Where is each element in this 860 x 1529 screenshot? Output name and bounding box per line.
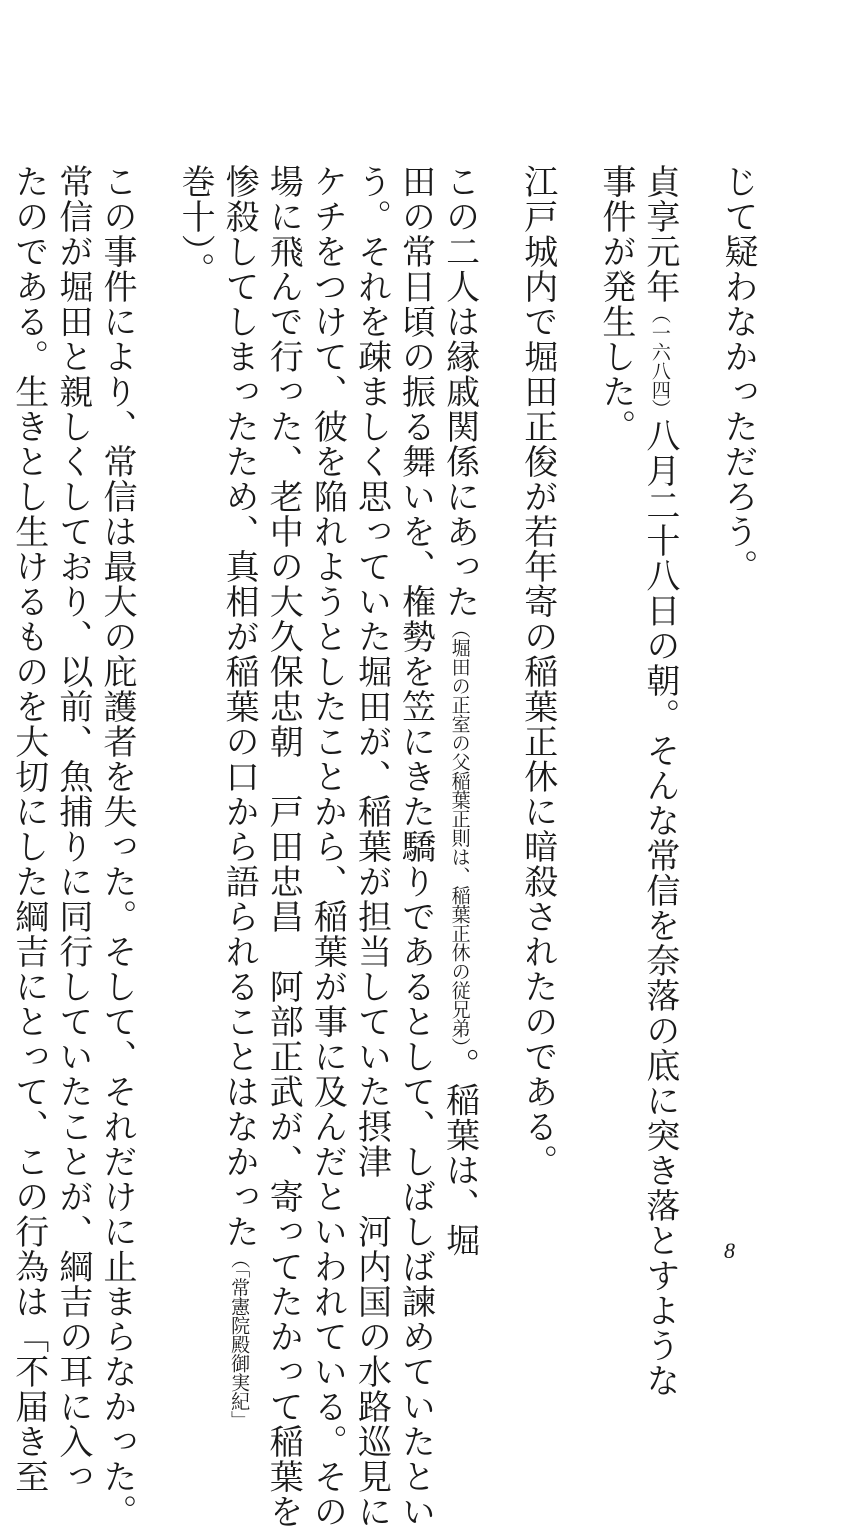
text-run: 常信が堀田と親しくしており、以前、魚捕りに同行していたことが、綱吉の耳に入っ — [52, 164, 93, 1494]
text-run: 貞享元年 — [639, 164, 680, 304]
text-run: 江戸城内で堀田正俊が若年寄の稲葉正休に暗殺されたのである。 — [517, 164, 558, 1179]
text-run: この二人は縁戚関係にあった — [439, 164, 480, 619]
text-run: たのである。生きとし生けるものを大切にした綱吉にとって、この行為は「不届き至 — [8, 164, 49, 1494]
text-line — [393, 164, 437, 1529]
text-run: 惨殺してしまったため、真相が稲葉の口から語られることはなかった — [219, 164, 260, 1249]
text-run: 巻十）。 — [175, 164, 216, 287]
text-run: 八月二十八日の朝。そんな常信を奈落の底に突き落とすような — [639, 418, 680, 1399]
text-line — [594, 164, 638, 1254]
text-run: じて疑わなかっただろう。 — [718, 164, 758, 584]
text-line — [217, 164, 261, 1430]
text-run: う。それを疎ましく思っていた堀田が、稲葉が担当していた摂津 河内国の水路巡見に — [351, 164, 392, 1529]
text-line — [95, 164, 173, 1529]
text-line — [438, 164, 516, 1258]
text-line — [349, 164, 393, 1529]
text-run: 。稲葉は、堀 — [439, 1047, 480, 1258]
text-line — [638, 164, 716, 1399]
text-run: 田の常日頃の振る舞いを、権勢を笠にきた驕りであるとして、しばしば諫めていたとい — [395, 164, 436, 1529]
text-line — [305, 164, 349, 1529]
text-run: 事件が発生した。 — [595, 164, 636, 444]
text-line — [7, 164, 51, 1494]
body-text — [7, 164, 760, 1529]
page-number: 8 — [724, 1238, 735, 1263]
text-line — [261, 164, 305, 1529]
text-line — [51, 164, 95, 1494]
text-line — [716, 164, 760, 1254]
text-run: 場に飛んで行った、老中の大久保忠朝 戸田忠昌 阿部正武が、寄ってたかって稲葉を — [263, 164, 304, 1529]
text-run: ケチをつけて、彼を陥れようとしたことから、稲葉が事に及んだといわれている。その — [307, 164, 348, 1529]
text-line — [516, 164, 594, 1254]
inline-note: （「常憲院殿御実紀」 — [228, 1249, 251, 1430]
text-run: この事件により、常信は最大の庇護者を失った。そして、それだけに止まらなかった。 — [96, 164, 137, 1529]
inline-note: （一六八四） — [648, 304, 671, 419]
text-line — [173, 164, 217, 1254]
inline-note: （堀田の正室の父稲葉正則は、稲葉正休の従兄弟） — [448, 619, 471, 1048]
